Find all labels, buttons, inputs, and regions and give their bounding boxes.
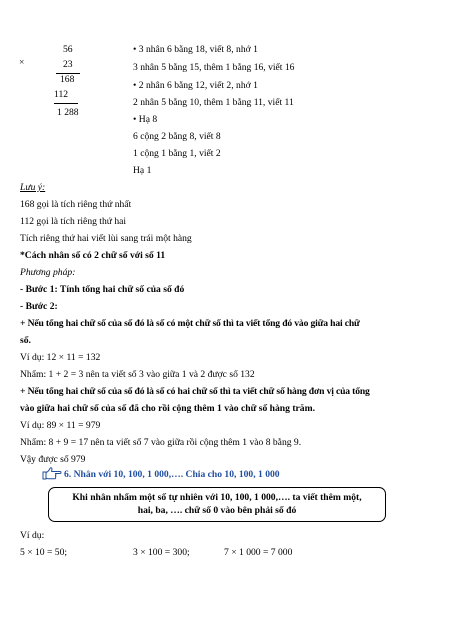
- step-7: 1 cộng 1 bằng 1, viết 2: [133, 148, 221, 159]
- examples-label: Ví dụ:: [20, 530, 45, 541]
- rule2-line-b: vào giữa hai chữ số của số đã cho rồi cộng thêm 1 vào chữ số hàng trăm.: [20, 403, 315, 414]
- step2-label: - Bước 2:: [20, 301, 58, 312]
- rule-box: [48, 487, 386, 522]
- sum-rule: [54, 103, 78, 104]
- step-6: 6 cộng 2 bằng 8, viết 8: [133, 131, 221, 142]
- final-product: 1 288: [57, 107, 79, 118]
- rule-box-line-2: hai, ba, …. chữ số 0 vào bên phải số đó: [137, 505, 297, 516]
- example-100: 3 × 100 = 300;: [133, 547, 190, 558]
- example-1000: 7 × 1 000 = 7 000: [224, 547, 293, 558]
- rule1-line-a: + Nếu tổng hai chữ số của số đó là số có một chữ số thì ta viết tổng đó vào giữa hai chữ: [20, 318, 360, 329]
- step-1: [133, 44, 258, 56]
- example1-mental: Nhẩm: 1 + 2 = 3 nên ta viết số 3 vào giữa 1 và 2 được số 132: [20, 369, 255, 380]
- rule1-line-b: số.: [20, 335, 31, 346]
- rule2-line-a: + Nếu tổng hai chữ số của số đó là số có hai chữ số thì ta viết chữ số hàng đơn vị của tổng: [20, 386, 370, 397]
- multiplier: 23: [63, 59, 73, 70]
- example2-mental: Nhẩm: 8 + 9 = 17 nên ta viết số 7 vào giữa rồi cộng thêm 1 vào 8 bằng 9.: [20, 437, 302, 448]
- note-line-1: 168 gọi là tích riêng thứ nhất: [20, 199, 132, 210]
- multiplicand: 56: [63, 44, 73, 55]
- step-8: Hạ 1: [133, 165, 152, 176]
- partial-product-2: 112: [54, 89, 69, 100]
- step-3: [133, 80, 258, 92]
- step-4: 2 nhân 5 bằng 10, thêm 1 bằng 11, viết 11: [133, 97, 294, 108]
- step-3-text: 2 nhân 6 bằng 12, viết 2, nhớ 1: [138, 80, 258, 91]
- bullet: •: [133, 80, 137, 91]
- note-line-2: 112 gọi là tích riêng thứ hai: [20, 216, 127, 227]
- step-1-text: 3 nhân 6 bằng 18, viết 8, nhớ 1: [138, 44, 258, 55]
- note-line-3: Tích riêng thứ hai viết lùi sang trái một hàng: [20, 233, 192, 244]
- note-title: Lưu ý:: [20, 182, 46, 193]
- step-5-text: Hạ 8: [138, 114, 158, 125]
- section6-title: 6. Nhân với 10, 100, 1 000,…. Chia cho 10, 100, 1 000: [64, 469, 280, 480]
- step-5: [133, 114, 157, 126]
- method-label: Phương pháp:: [20, 267, 76, 278]
- bullet: •: [133, 114, 137, 125]
- partial-product-1: 168: [60, 74, 75, 85]
- times-sign: ×: [19, 57, 25, 68]
- bullet: •: [133, 44, 137, 55]
- method11-heading: *Cách nhân số có 2 chữ số với số 11: [20, 250, 166, 261]
- pointing-hand-icon: [42, 466, 62, 482]
- example2: Ví dụ: 89 × 11 = 979: [20, 420, 101, 431]
- step1-label: - Bước 1: Tính tổng hai chữ số của số đó: [20, 284, 185, 295]
- example2-result: Vậy được số 979: [20, 454, 86, 465]
- example-10: 5 × 10 = 50;: [20, 547, 68, 558]
- example1: Ví dụ: 12 × 11 = 132: [20, 352, 101, 363]
- step-2: 3 nhân 5 bằng 15, thêm 1 bằng 16, viết 16: [133, 62, 295, 73]
- rule-box-line-1: Khi nhân nhẩm một số tự nhiên với 10, 100, 1 000,…. ta viết thêm một,: [72, 492, 362, 503]
